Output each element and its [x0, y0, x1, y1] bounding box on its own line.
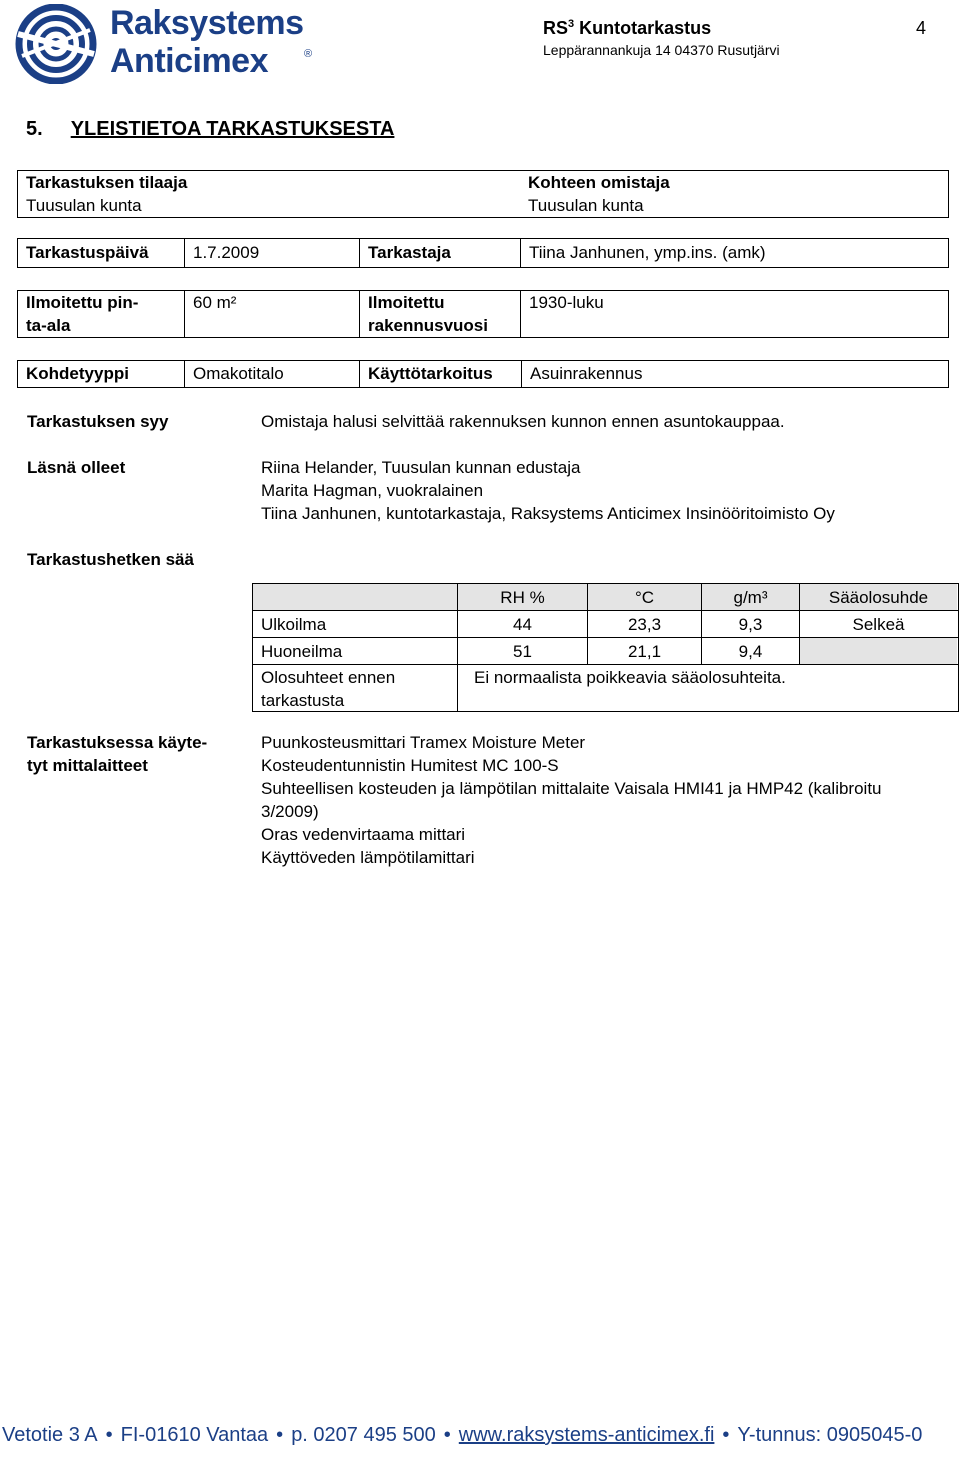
column-header: RH % [457, 584, 587, 610]
temp-value: 23,3 [587, 611, 701, 638]
column-header: Sääolosuhde [799, 584, 957, 610]
area-value: 60 m² [184, 291, 359, 337]
present-person: Marita Hagman, vuokralainen [261, 481, 484, 500]
condition-value: Selkeä [799, 611, 957, 638]
title-superscript: 3 [568, 18, 575, 30]
year-label [359, 291, 521, 337]
orderer-label: Tarkastuksen tilaaja [26, 173, 188, 192]
bullet-separator: • [105, 1424, 113, 1446]
date-value: 1.7.2009 [184, 239, 376, 267]
rh-value: 44 [457, 611, 587, 638]
section-title: YLEISTIETOA TARKASTUKSESTA [70, 118, 395, 140]
present-list [261, 456, 835, 525]
company-logo [8, 4, 328, 84]
weather-header-row [253, 584, 958, 610]
registered-mark: ® [304, 48, 313, 60]
type-label: Kohdetyyppi [26, 364, 129, 383]
date-label: Tarkastuspäivä [26, 243, 149, 262]
weather-label: Tarkastushetken sää [27, 550, 194, 569]
footer-business-id: Y-tunnus: 0905045-0 [737, 1424, 923, 1446]
instruments-label-line1: Tarkastuksessa käyte- [27, 733, 208, 752]
table-row [253, 664, 958, 711]
area-label [18, 291, 184, 337]
instruments-label [27, 731, 207, 777]
year-value: 1930-luku [520, 291, 950, 337]
footer-phone: p. 0207 495 500 [291, 1424, 436, 1446]
list-item: Puunkosteusmittari Tramex Moisture Meter [261, 733, 586, 752]
building-size-box [17, 290, 949, 338]
column-header: g/m³ [701, 584, 799, 610]
logo-mark-icon [8, 4, 104, 84]
title-rest: Kuntotarkastus [574, 18, 712, 38]
reason-label: Tarkastuksen syy [27, 412, 169, 431]
footer-city: FI-01610 Vantaa [120, 1424, 269, 1446]
column-header: °C [587, 584, 701, 610]
instruments-list [261, 731, 882, 869]
list-item: Suhteellisen kosteuden ja lämpötilan mittalaite Vaisala HMI41 ja HMP42 (kalibroitu [261, 779, 882, 798]
parties-box [17, 170, 949, 218]
year-label-line2: rakennusvuosi [368, 316, 488, 335]
owner-label: Kohteen omistaja [528, 173, 670, 192]
row-name: Ulkoilma [261, 615, 327, 634]
logo-text-line2: Anticimex [110, 42, 268, 80]
section-number: 5. [26, 118, 43, 140]
bullet-separator: • [276, 1424, 284, 1446]
type-value: Omakotitalo [184, 361, 359, 387]
prior-label-line1: Olosuhteet ennen [261, 668, 396, 687]
present-person: Riina Helander, Tuusulan kunnan edustaja [261, 458, 581, 477]
list-item: Oras vedenvirtaama mittari [261, 825, 466, 844]
inspector-value: Tiina Janhunen, ymp.ins. (amk) [520, 239, 950, 267]
bullet-separator: • [722, 1424, 730, 1446]
use-label: Käyttötarkoitus [359, 361, 521, 387]
prior-conditions-label [253, 665, 457, 711]
prior-conditions-value: Ei normaalista poikkeavia sääolosuhteita. [457, 665, 957, 711]
list-item: Kosteudentunnistin Humitest MC 100-S [261, 756, 559, 775]
reason-value: Omistaja halusi selvittää rakennuksen kunnon ennen asuntokauppaa. [261, 412, 785, 431]
title-prefix: RS [543, 18, 569, 38]
footer-website-link[interactable]: www.raksystems-anticimex.fi [458, 1424, 715, 1446]
present-label: Läsnä olleet [27, 458, 126, 477]
orderer-value: Tuusulan kunta [26, 196, 142, 215]
section-heading [26, 118, 394, 141]
document-title [543, 18, 711, 39]
row-name: Huoneilma [261, 642, 343, 661]
list-item: Käyttöveden lämpötilamittari [261, 848, 475, 867]
table-row [253, 610, 958, 638]
instruments-label-line2: tyt mittalaitteet [27, 756, 148, 775]
page-footer [2, 1424, 922, 1447]
abs-humidity-value: 9,4 [701, 638, 799, 665]
weather-table [252, 583, 959, 712]
area-label-line2: ta-ala [26, 316, 71, 335]
bullet-separator: • [443, 1424, 451, 1446]
condition-value [799, 638, 957, 665]
table-row [253, 637, 958, 665]
weather-header-blank [253, 584, 457, 610]
area-label-line1: Ilmoitettu pin- [26, 293, 139, 312]
owner-value: Tuusulan kunta [528, 196, 644, 215]
footer-street: Vetotie 3 A [2, 1424, 98, 1446]
present-person: Tiina Janhunen, kuntotarkastaja, Raksystems Anticimex Insinööritoimisto Oy [261, 504, 835, 523]
inspection-box [17, 238, 949, 268]
list-item: 3/2009) [261, 802, 319, 821]
inspector-label: Tarkastaja [359, 239, 521, 267]
temp-value: 21,1 [587, 638, 701, 665]
rh-value: 51 [457, 638, 587, 665]
abs-humidity-value: 9,3 [701, 611, 799, 638]
logo-text-line1: Raksystems [110, 4, 304, 42]
building-type-box [17, 360, 949, 388]
property-address: Leppärannankuja 14 04370 Rusutjärvi [543, 42, 780, 58]
page-number: 4 [916, 18, 927, 38]
year-label-line1: Ilmoitettu [368, 293, 445, 312]
use-value: Asuinrakennus [521, 361, 950, 387]
prior-label-line2: tarkastusta [261, 691, 345, 710]
